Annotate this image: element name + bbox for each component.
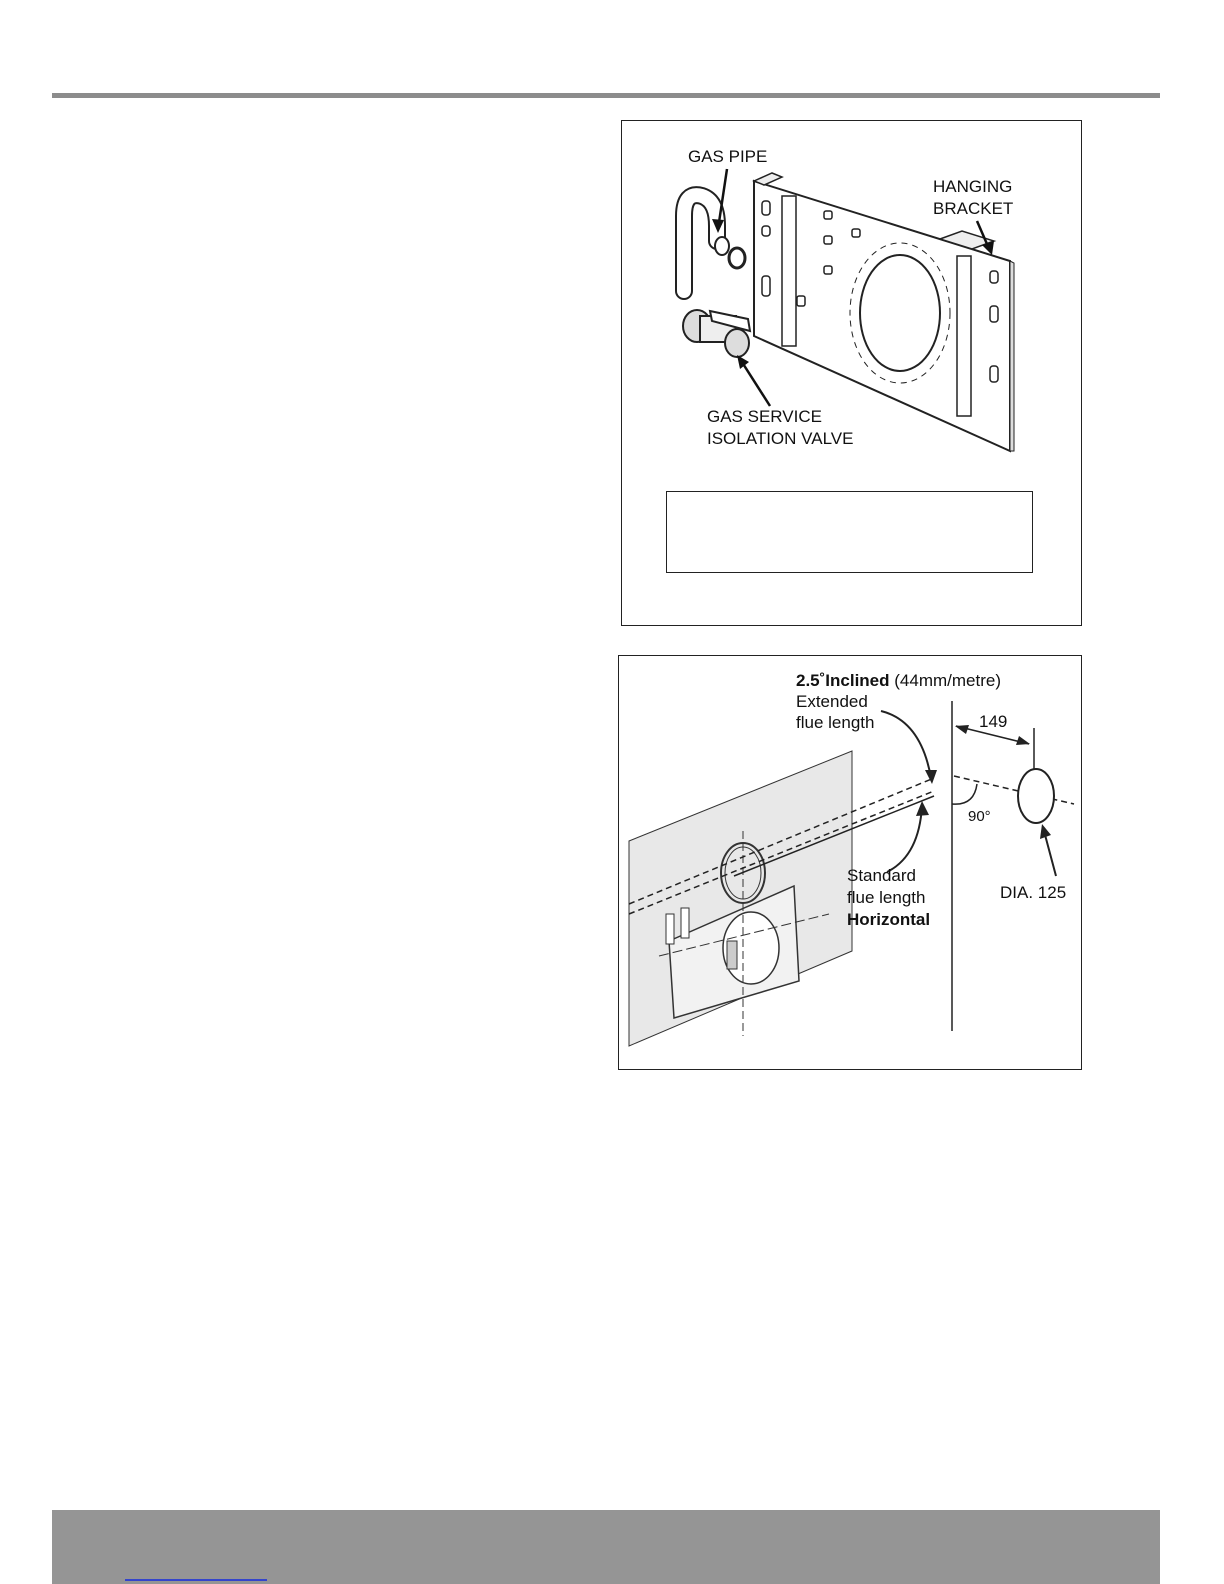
label-inclined-angle: 2.5˚Inclined [796,671,890,690]
header-rule [52,93,1160,98]
label-gas-service: GAS SERVICE [707,407,822,426]
flue-opening [860,255,940,371]
label-inclined-rate: (44mm/metre) [894,671,1001,690]
label-angle-90: 90° [968,808,991,825]
label-dimension-149: 149 [979,712,1008,731]
footer-link-underline[interactable] [125,1579,267,1581]
label-inclined [796,670,1001,692]
figure-note-box [666,491,1033,573]
label-extended: Extended [796,692,868,711]
label-horizontal: Horizontal [847,910,931,929]
figure-hanging-bracket [621,120,1082,626]
label-standard: Standard [847,866,916,885]
footer-band [52,1510,1160,1584]
label-gas-pipe: GAS PIPE [688,147,768,166]
figure-flue-positioning [618,655,1082,1070]
label-hanging: HANGING [933,177,1013,196]
gas-valve [683,310,750,357]
label-diameter: DIA. 125 [1000,883,1067,902]
flue-terminal-circle [1018,769,1054,823]
label-bracket: BRACKET [933,199,1014,218]
label-isolation-valve: ISOLATION VALVE [707,429,854,448]
label-standard-flue-length: flue length [847,888,926,907]
label-extended-flue-length: flue length [796,713,875,732]
